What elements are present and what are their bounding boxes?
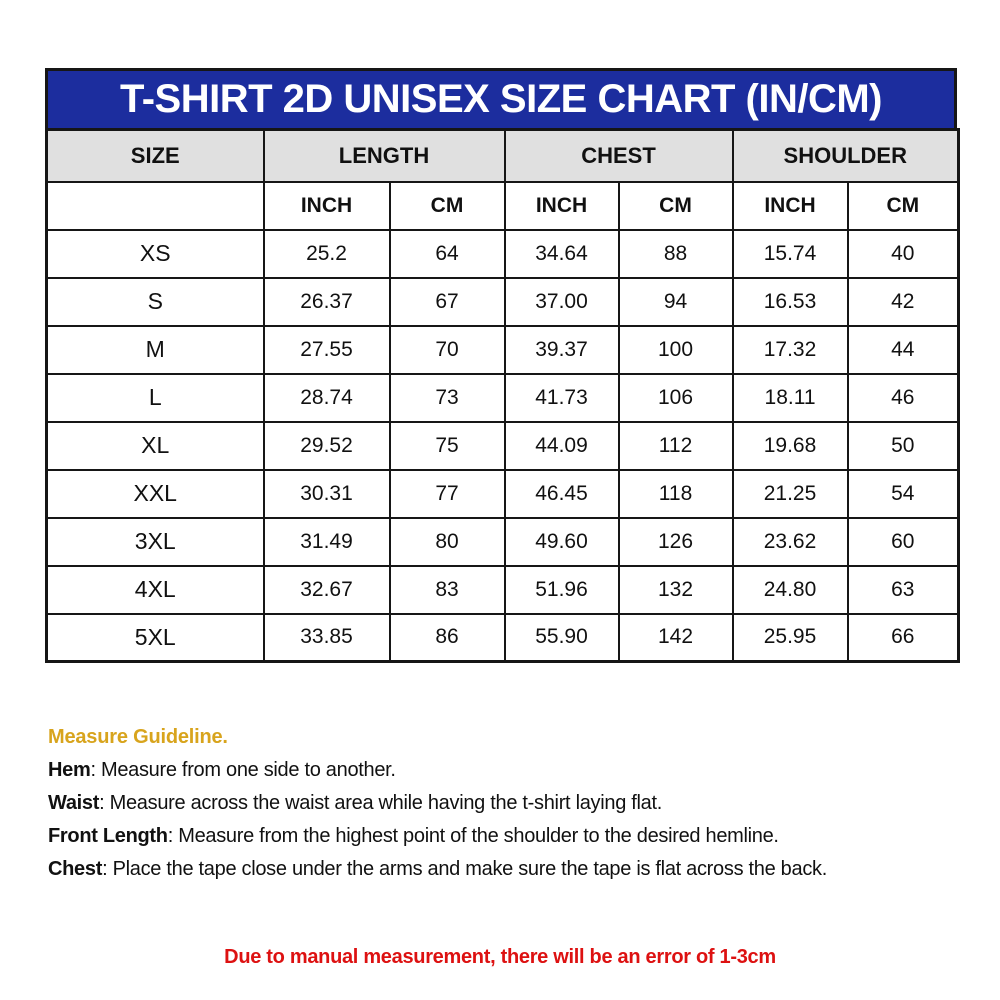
- empty-corner-cell: [47, 182, 264, 230]
- size-chart-sheet: [45, 68, 957, 663]
- measurement-value: 46: [848, 374, 959, 422]
- measurement-value: 28.74: [264, 374, 390, 422]
- measurement-value: 34.64: [505, 230, 619, 278]
- unit-header-chest-cm: CM: [619, 182, 733, 230]
- guideline-item-label: Waist: [48, 792, 100, 814]
- unit-header-length-cm: CM: [390, 182, 505, 230]
- measurement-value: 40: [848, 230, 959, 278]
- measurement-value: 54: [848, 470, 959, 518]
- size-label: XS: [47, 230, 264, 278]
- measurement-value: 17.32: [733, 326, 848, 374]
- measurement-value: 25.2: [264, 230, 390, 278]
- size-label: S: [47, 278, 264, 326]
- size-chart-table: [45, 128, 960, 663]
- measurement-value: 25.95: [733, 614, 848, 662]
- size-label: XXL: [47, 470, 264, 518]
- measurement-value: 73: [390, 374, 505, 422]
- size-label: 5XL: [47, 614, 264, 662]
- measure-guideline-section: [48, 721, 952, 886]
- measurement-value: 77: [390, 470, 505, 518]
- measurement-value: 16.53: [733, 278, 848, 326]
- guideline-title: Measure Guideline.: [48, 726, 228, 748]
- page-title: T-SHIRT 2D UNISEX SIZE CHART (IN/CM): [119, 77, 883, 121]
- table-row: [47, 422, 959, 470]
- measurement-error-note: Due to manual measurement, there will be an error of 1-3cm: [224, 946, 776, 968]
- measurement-value: 31.49: [264, 518, 390, 566]
- measurement-value: 42: [848, 278, 959, 326]
- measurement-value: 30.31: [264, 470, 390, 518]
- measurement-value: 46.45: [505, 470, 619, 518]
- measurement-value: 18.11: [733, 374, 848, 422]
- measurement-value: 88: [619, 230, 733, 278]
- table-row: [47, 470, 959, 518]
- measurement-value: 21.25: [733, 470, 848, 518]
- measurement-value: 63: [848, 566, 959, 614]
- title-banner: [45, 68, 957, 131]
- measurement-value: 75: [390, 422, 505, 470]
- measurement-value: 51.96: [505, 566, 619, 614]
- measurement-value: 24.80: [733, 566, 848, 614]
- table-row: [47, 326, 959, 374]
- measurement-value: 50: [848, 422, 959, 470]
- guideline-list: [48, 754, 952, 886]
- guideline-item: Waist: Measure across the waist area while having the t-shirt laying flat.: [48, 792, 663, 814]
- measurement-value: 118: [619, 470, 733, 518]
- measurement-value: 49.60: [505, 518, 619, 566]
- group-header-row: [47, 130, 959, 182]
- guideline-item: Hem: Measure from one side to another.: [48, 759, 396, 781]
- measurement-value: 27.55: [264, 326, 390, 374]
- measurement-value: 80: [390, 518, 505, 566]
- measurement-value: 86: [390, 614, 505, 662]
- measurement-value: 94: [619, 278, 733, 326]
- table-row: [47, 614, 959, 662]
- size-label: 4XL: [47, 566, 264, 614]
- guideline-item-label: Chest: [48, 858, 103, 880]
- size-label: M: [47, 326, 264, 374]
- size-table-body: [47, 230, 959, 662]
- size-label: XL: [47, 422, 264, 470]
- measurement-value: 132: [619, 566, 733, 614]
- unit-header-chest-inch: INCH: [505, 182, 619, 230]
- size-label: L: [47, 374, 264, 422]
- guideline-item-label: Front Length: [48, 825, 168, 847]
- measurement-value: 66: [848, 614, 959, 662]
- table-row: [47, 566, 959, 614]
- measurement-value: 44: [848, 326, 959, 374]
- unit-header-length-inch: INCH: [264, 182, 390, 230]
- measurement-value: 142: [619, 614, 733, 662]
- table-row: [47, 278, 959, 326]
- measurement-value: 64: [390, 230, 505, 278]
- measurement-value: 41.73: [505, 374, 619, 422]
- measurement-value: 33.85: [264, 614, 390, 662]
- guideline-item: Chest: Place the tape close under the arms and make sure the tape is flat across the back.: [48, 858, 827, 880]
- column-header-shoulder: SHOULDER: [733, 130, 959, 182]
- measurement-value: 37.00: [505, 278, 619, 326]
- measurement-value: 83: [390, 566, 505, 614]
- column-header-length: LENGTH: [264, 130, 505, 182]
- table-row: [47, 518, 959, 566]
- guideline-item: Front Length: Measure from the highest point of the shoulder to the desired hemline.: [48, 825, 779, 847]
- measurement-value: 44.09: [505, 422, 619, 470]
- column-header-size: SIZE: [47, 130, 264, 182]
- guideline-item-label: Hem: [48, 759, 91, 781]
- measurement-value: 55.90: [505, 614, 619, 662]
- measurement-value: 23.62: [733, 518, 848, 566]
- unit-header-row: [47, 182, 959, 230]
- measurement-value: 39.37: [505, 326, 619, 374]
- measurement-value: 70: [390, 326, 505, 374]
- measurement-value: 106: [619, 374, 733, 422]
- measurement-value: 15.74: [733, 230, 848, 278]
- unit-header-shoulder-cm: CM: [848, 182, 959, 230]
- unit-header-shoulder-inch: INCH: [733, 182, 848, 230]
- measurement-value: 26.37: [264, 278, 390, 326]
- measurement-value: 100: [619, 326, 733, 374]
- table-row: [47, 374, 959, 422]
- measurement-value: 112: [619, 422, 733, 470]
- measurement-value: 19.68: [733, 422, 848, 470]
- measurement-value: 60: [848, 518, 959, 566]
- measurement-value: 67: [390, 278, 505, 326]
- size-label: 3XL: [47, 518, 264, 566]
- measurement-value: 29.52: [264, 422, 390, 470]
- measurement-value: 126: [619, 518, 733, 566]
- column-header-chest: CHEST: [505, 130, 733, 182]
- table-row: [47, 230, 959, 278]
- measurement-value: 32.67: [264, 566, 390, 614]
